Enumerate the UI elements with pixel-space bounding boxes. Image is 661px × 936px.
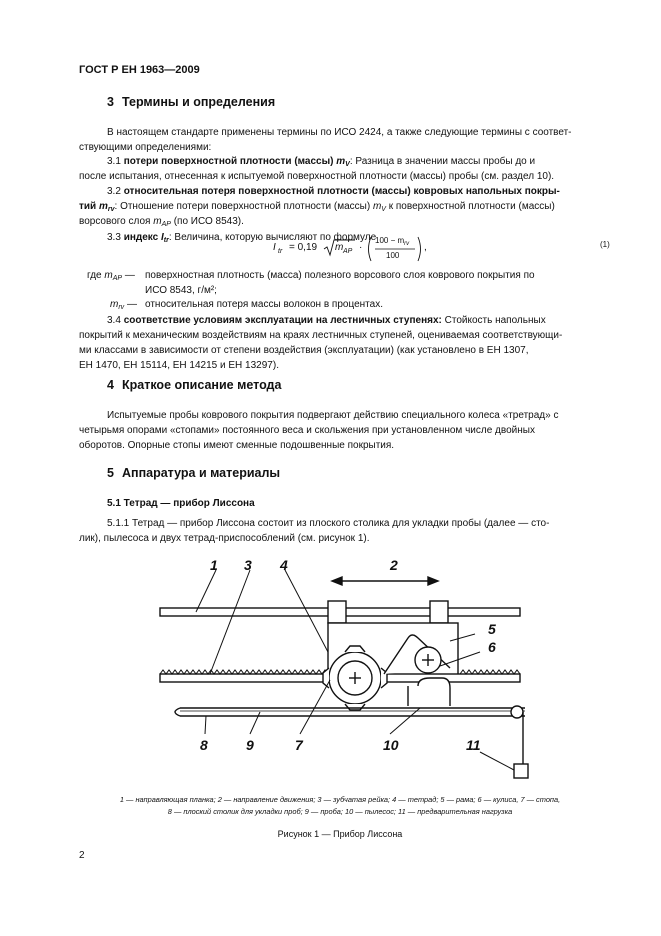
s4-line3: оборотов. Опорные стопы имеют сменные подошвенные покрытия. (79, 440, 395, 451)
section-5-heading (107, 466, 280, 480)
term-name-cont: тий (79, 201, 97, 212)
term-symbol: I (161, 232, 164, 243)
symbol-sub: AP (161, 221, 171, 228)
fraction-numerator (375, 236, 409, 247)
term-3-4-line4: ЕН 1470, ЕН 15114, ЕН 14215 и ЕН 13297). (79, 360, 279, 371)
section-title: Краткое описание метода (122, 378, 282, 392)
formula-coef: = 0,19 (289, 242, 318, 253)
term-name: потери поверхностной плотности (массы) (123, 156, 334, 167)
preload-weight (514, 764, 528, 778)
fig-label-2: 2 (390, 557, 398, 573)
formula-tail: , (424, 242, 427, 253)
formula-root-var: m (335, 242, 344, 253)
fraction-denominator: 100 (386, 251, 400, 260)
where-symbol-sub: rv (118, 304, 125, 311)
s3-intro-line1: В настоящем стандарте применены термины по ИСО 2424, а также следующие термины с соответ- (107, 127, 572, 138)
definition-cont: (по ИСО 8543). (173, 216, 244, 227)
fig-label-10: 10 (383, 737, 399, 753)
section-number: 3 (107, 95, 114, 109)
fig-label-4: 4 (280, 557, 288, 573)
formula-dot: · (359, 242, 363, 253)
term-number: 3.2 (107, 186, 121, 197)
fig-label-5: 5 (488, 621, 496, 637)
s3-intro-line2: ствующими определениями: (79, 142, 212, 153)
where-dash: — (126, 299, 137, 310)
where-word: где (87, 270, 102, 281)
fig-label-11: 11 (466, 737, 481, 753)
where-symbol-sub: AP (112, 275, 123, 282)
figure-title: Рисунок 1 — Прибор Лиссона (277, 829, 403, 839)
term-definition: : Разница в значении массы пробы до и (349, 156, 536, 167)
term-3-1-line2: после испытания, отнесенная к испытуемой поверхностной плотности (массы) пробы (см. раздел 10). (79, 171, 555, 182)
definition-cont: к поверхностной плотности (массы) (388, 201, 555, 212)
where-dash: — (124, 270, 135, 281)
fig-label-6: 6 (488, 639, 496, 655)
subsection-5-1-title: 5.1 Тетрад — прибор Лиссона (107, 498, 255, 509)
section-number: 4 (107, 378, 114, 392)
term-symbol: m (98, 201, 108, 212)
formula-1 (273, 238, 448, 268)
term-name: соответствие условиям эксплуатации на лестничных ступенях: (123, 315, 442, 326)
term-symbol: m (336, 156, 346, 167)
term-name: относительная потеря поверхностной плотности (массы) ковровых напольных покры- (123, 186, 560, 197)
section-title: Аппаратура и материалы (122, 466, 281, 480)
definition-cont: ворсового слоя (79, 216, 151, 227)
formula-lhs: I (273, 242, 276, 253)
vacuum-nozzle (418, 678, 450, 706)
symbol-sub: V (381, 206, 386, 213)
s5-1-1-line1: 5.1.1 Тетрад — прибор Лиссона состоит из плоского столика для укладки пробы (далее — сто- (107, 518, 550, 529)
formula-lhs-sub: tr (278, 248, 283, 255)
figure-1-lisson-apparatus (150, 556, 540, 786)
section-3-heading (107, 95, 275, 109)
term-number: 3.3 (107, 232, 121, 243)
fig-label-8: 8 (200, 737, 208, 753)
section-number: 5 (107, 466, 114, 480)
term-definition: Стойкость напольных (444, 315, 546, 326)
term-3-4-line1 (107, 313, 615, 329)
formula-number: (1) (600, 240, 610, 249)
term-definition: : Отношение потери поверхностной плотности (массы) (114, 201, 371, 212)
formula-root-sub: AP (343, 248, 353, 255)
fig-label-7: 7 (295, 737, 303, 753)
document-header: ГОСТ Р ЕН 1963—2009 (79, 64, 200, 76)
term-definition: : Величина, которую вычисляют по формуле (168, 232, 377, 243)
fig-label-1: 1 (210, 557, 218, 573)
page-number: 2 (79, 850, 85, 861)
term-symbol-sub: tr (163, 237, 169, 244)
term-3-4-line3: ми классами в зависимости от степени воздействия (эксплуатации) (как установлено в ЕН 1307, (79, 345, 529, 356)
numerator-text: 100 − m (375, 236, 405, 245)
s4-line1: Испытуемые пробы коврового покрытия подвергают действию специального колеса «третрад» с (107, 410, 559, 421)
term-symbol-sub: rv (107, 206, 115, 213)
figure-legend-line2: 8 — плоский столик для укладки проб; 9 — проба; 10 — пылесос; 11 — предварительная нагрузка (167, 807, 513, 816)
section-title: Термины и определения (122, 95, 276, 109)
foot (345, 704, 365, 710)
term-name: индекс (123, 232, 159, 243)
s4-line2: четырьмя опорами «стопами» постоянного веса и скольжения при установленном числе двойных (79, 425, 535, 436)
term-number: 3.1 (107, 156, 121, 167)
where-def-1-line1 (87, 268, 135, 286)
term-number: 3.4 (107, 315, 121, 326)
where-def-2-text: относительная потеря массы волокон в процентах. (145, 299, 383, 310)
where-symbol: m (110, 299, 119, 310)
fig-label-9: 9 (246, 737, 254, 753)
section-4-heading (107, 378, 281, 392)
where-def-1-line2: ИСО 8543, г/м²; (145, 285, 217, 296)
where-def-1-text: поверхностная плотность (масса) полезного ворсового слоя коврового покрытия по (145, 270, 535, 281)
numerator-sub: rv (404, 241, 410, 247)
where-symbol: m (104, 270, 113, 281)
s5-1-1-line2: лик), пылесоса и двух тетрад-приспособлений (см. рисунок 1). (79, 533, 370, 544)
fig-label-3: 3 (244, 557, 252, 573)
term-3-4-line2: покрытий к механическим воздействиям на краях лестничных ступеней, оцениваемая соответствующи- (79, 330, 563, 341)
symbol: m (153, 216, 162, 227)
term-3-2-line1 (107, 184, 615, 200)
figure-legend-line1: 1 — направляющая планка; 2 — направление движения; 3 — зубчатая рейка; 4 — тетрад; 5 — рама; 6 — кулиса, 7 — стопа, (119, 795, 561, 804)
symbol: m (372, 201, 382, 212)
term-symbol-sub: V (345, 161, 350, 168)
